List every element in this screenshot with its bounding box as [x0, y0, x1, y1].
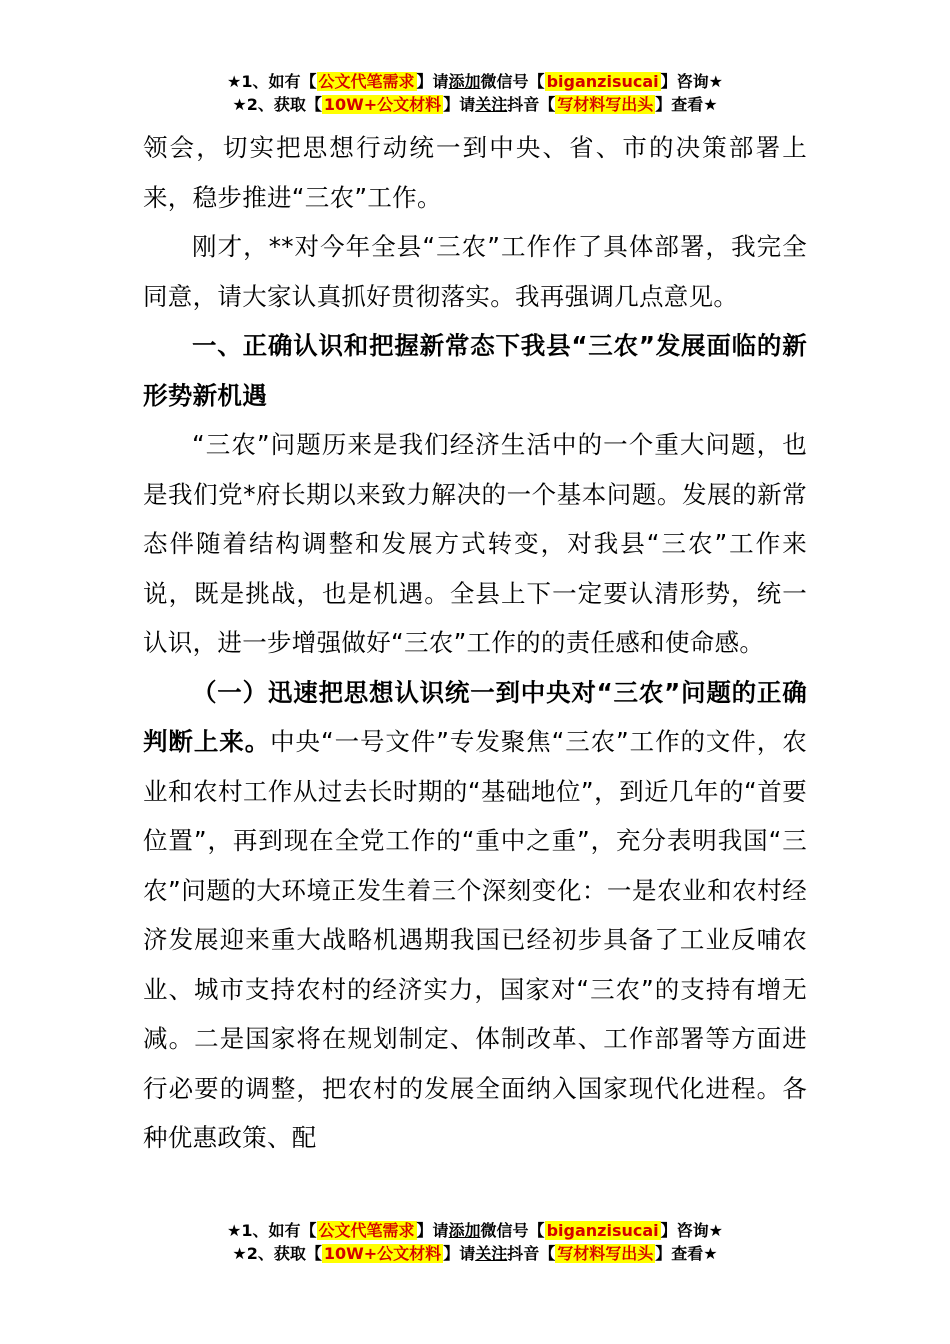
- banner-line-2: [0, 93, 950, 116]
- paragraph: “三农”问题历来是我们经济生活中的一个重大问题，也是我们党*府长期以来致力解决的一个基本问题。发展的新常态伴随着结构调整和发展方式转变，对我县“三农”工作来说，既是挑战，也是机遇。全县上下一定要认清形势，统一认识，进一步增强做好“三农”工作的的责任感和使命感。: [143, 430, 807, 657]
- paragraph-text: 中央“一号文件”专发聚焦“三农”工作的文件，农业和农村工作从过去长时期的“基础地位”，到近几年的“首要位置”，再到现在全党工作的“重中之重”，充分表明我国“三农”问题的大环境正发生着三个深刻变化：一是农业和农村经济发展迎来重大战略机遇期我国已经初步具备了工业反哺农业、城市支持农村的经济实力，国家对“三农”的支持有增无减。二是国家将在规划制定、体制改革、工作部署等方面进行必要的调整，把农村的发展全面纳入国家现代化进程。各种优惠政策、配: [143, 727, 808, 1152]
- document-body: [143, 123, 807, 1163]
- banner-text: ★2、获取【: [232, 1244, 322, 1263]
- banner-text: 】请: [416, 1221, 449, 1240]
- banner-highlight: 公文代笔需求: [318, 1221, 415, 1240]
- banner-text: 抖音【: [507, 1244, 556, 1263]
- paragraph: [143, 668, 807, 1163]
- banner-text: 微信号【: [480, 72, 545, 91]
- bottom-banner: [0, 1219, 950, 1265]
- banner-underline: 添加: [448, 1221, 481, 1240]
- paragraph: 领会，切实把思想行动统一到中央、省、市的决策部署上来，稳步推进“三农”工作。: [143, 133, 807, 212]
- banner-line-1: [0, 70, 950, 93]
- banner-line-1: [0, 1219, 950, 1242]
- banner-highlight: biganzisucai: [546, 72, 659, 91]
- banner-text: 】查看★: [655, 1244, 718, 1263]
- banner-text: 】咨询★: [660, 72, 723, 91]
- banner-underline: 添加: [448, 72, 481, 91]
- banner-line-2: [0, 1242, 950, 1265]
- subsection-heading: （一）迅速把思想认识统一到中央对“三农”问题的正确判断上来。: [143, 677, 807, 756]
- banner-text: ★1、如有【: [227, 72, 317, 91]
- banner-text: 抖音【: [507, 95, 556, 114]
- banner-text: 】查看★: [655, 95, 718, 114]
- paragraph: 刚才，**对今年全县“三农”工作作了具体部署，我完全同意，请大家认真抓好贯彻落实。我再强调几点意见。: [143, 232, 807, 311]
- banner-highlight: 公文代笔需求: [318, 72, 415, 91]
- banner-text: 微信号【: [480, 1221, 545, 1240]
- top-banner: [0, 70, 950, 116]
- banner-highlight: 写材料写出头: [557, 1244, 654, 1263]
- banner-text: 】咨询★: [660, 1221, 723, 1240]
- banner-highlight: biganzisucai: [546, 1221, 659, 1240]
- banner-underline: 关注: [475, 95, 508, 114]
- banner-underline: 关注: [475, 1244, 508, 1263]
- banner-highlight: 10W+公文材料: [323, 1244, 442, 1263]
- banner-highlight: 10W+公文材料: [323, 95, 442, 114]
- banner-highlight: 写材料写出头: [557, 95, 654, 114]
- banner-text: 】请: [443, 95, 476, 114]
- banner-text: 】请: [443, 1244, 476, 1263]
- banner-text: 】请: [416, 72, 449, 91]
- banner-text: ★1、如有【: [227, 1221, 317, 1240]
- section-heading: 一、正确认识和把握新常态下我县“三农”发展面临的新形势新机遇: [143, 331, 807, 410]
- banner-text: ★2、获取【: [232, 95, 322, 114]
